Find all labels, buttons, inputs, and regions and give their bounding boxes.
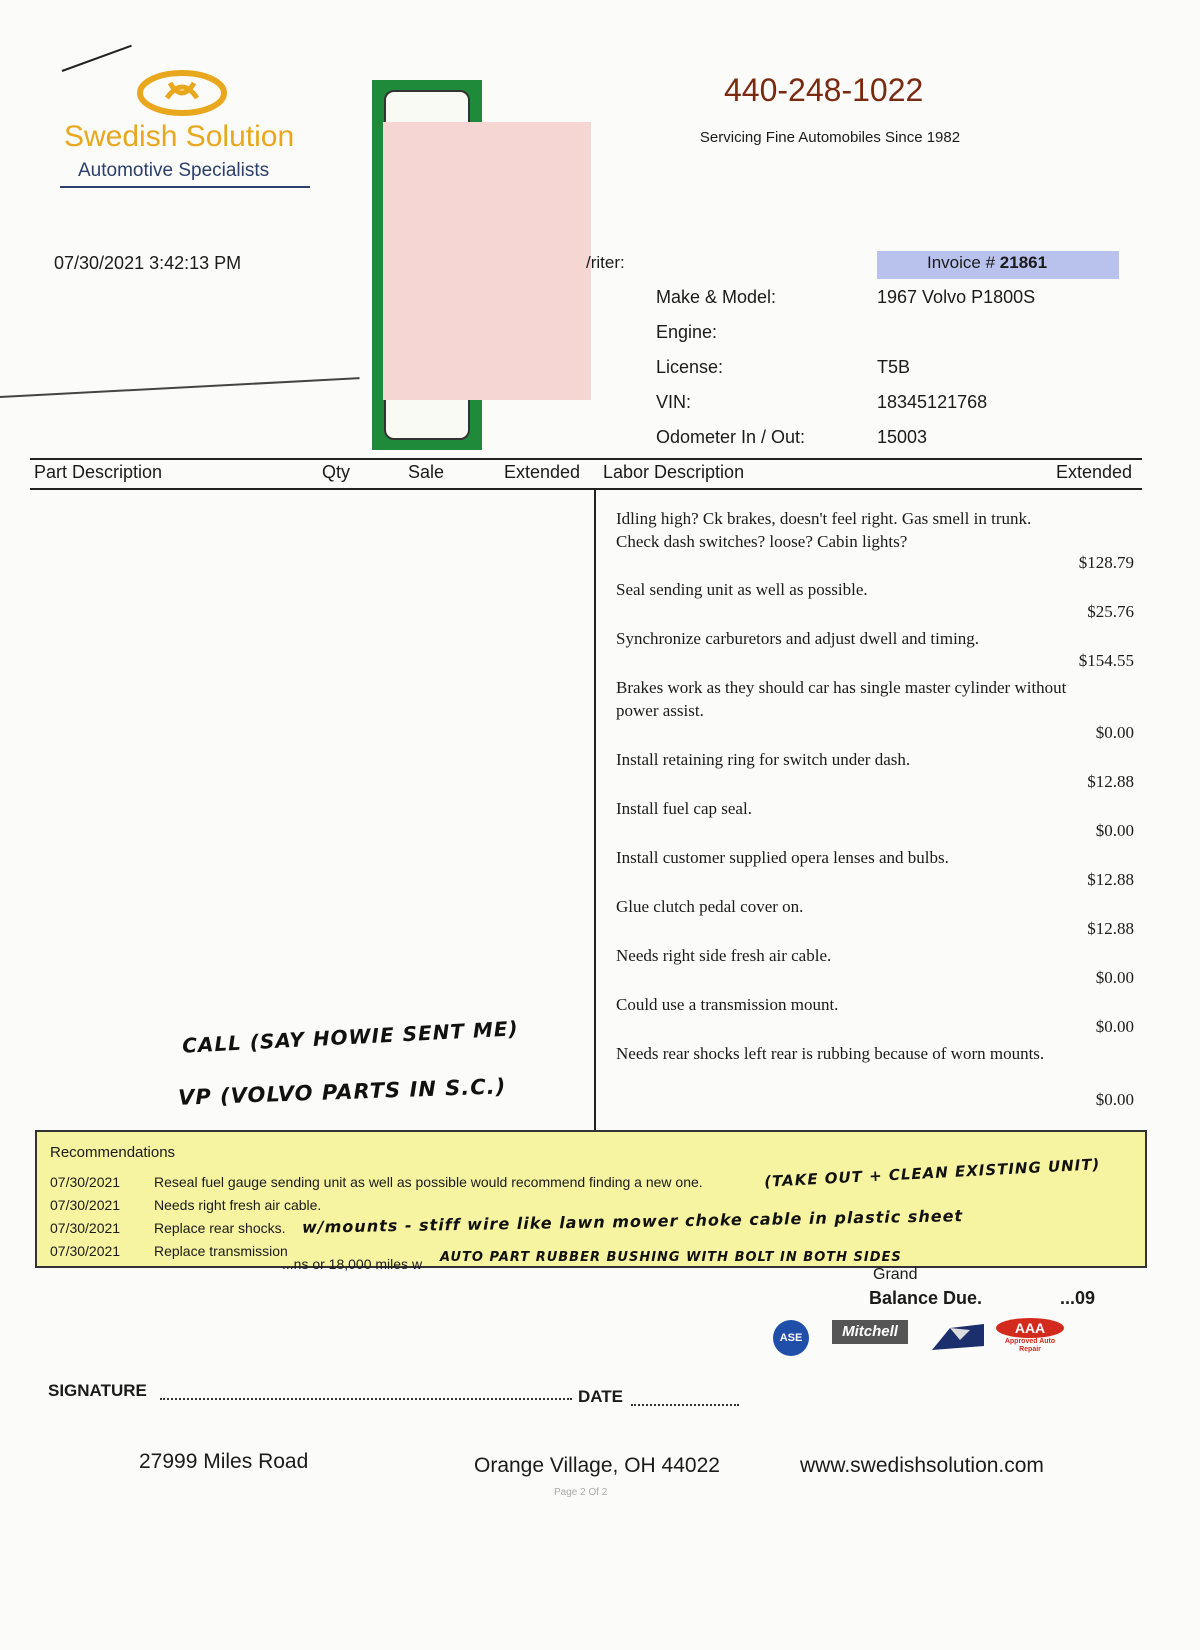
logo-subtitle: Automotive Specialists	[78, 160, 270, 181]
logo-emblem	[132, 68, 232, 123]
labor-amount-8: $12.88	[1087, 919, 1134, 938]
reco-date-1: 07/30/2021	[50, 1174, 121, 1190]
recommendations-title: Recommendations	[50, 1144, 176, 1161]
footer-address: 27999 Miles Road	[139, 1450, 309, 1473]
license-value: T5B	[877, 357, 911, 377]
labor-amount-10: $0.00	[1095, 1017, 1134, 1036]
invoice-number	[927, 253, 1047, 273]
engine-label: Engine:	[656, 322, 718, 342]
balance-due-value: ...09	[1060, 1288, 1096, 1308]
date-label: DATE	[578, 1387, 624, 1406]
logo-underline	[60, 186, 310, 188]
footer-website: www.swedishsolution.com	[800, 1454, 1044, 1477]
page-number: Page 2 Of 2	[554, 1487, 608, 1498]
labor-desc-2: Seal sending unit as well as possible.	[616, 580, 868, 599]
reco-text-1: Reseal fuel gauge sending unit as well as possible would recommend finding a new one.	[154, 1174, 703, 1190]
handwritten-reco-4: AUTO PART RUBBER BUSHING WITH BOLT IN BOTH SIDES	[440, 1250, 902, 1265]
invoice-label: Invoice #	[927, 253, 996, 272]
reco-date-3: 07/30/2021	[50, 1220, 121, 1236]
handwritten-note-call: CALL (SAY HOWIE SENT ME)	[181, 1016, 520, 1058]
labor-desc-1: Idling high? Ck brakes, doesn't feel right. Gas smell in trunk. Check dash switches? loose? Cabin lights?	[616, 509, 1032, 551]
labor-amount-5: $12.88	[1087, 772, 1134, 791]
ase-badge-icon: ASE	[773, 1320, 809, 1356]
col-extended: Extended	[504, 462, 581, 482]
make-model-label: Make & Model:	[656, 287, 777, 307]
aaa-badge-icon	[996, 1318, 1064, 1352]
print-datetime: 07/30/2021 3:42:13 PM	[54, 253, 242, 273]
handwritten-reco-3: w/mounts - stiff wire like lawn mower choke cable in plastic sheet	[301, 1206, 964, 1237]
col-labor-description: Labor Description	[603, 462, 745, 482]
scan-shadow-line	[0, 377, 360, 398]
invoice-value: 21861	[999, 253, 1048, 272]
labor-desc-4: Brakes work as they should car has single master cylinder without power assist.	[616, 678, 1067, 720]
reco-overflow-text: ...ns or 18,000 miles w	[282, 1256, 423, 1272]
labor-amount-2: $25.76	[1087, 602, 1134, 621]
table-top-border	[30, 458, 1142, 460]
aaa-badge-label: AAA	[996, 1318, 1064, 1338]
handwritten-reco-1: (TAKE OUT + CLEAN EXISTING UNIT)	[763, 1155, 1101, 1191]
redaction-block	[383, 122, 591, 400]
table-header-border	[30, 488, 1142, 490]
footer-city: Orange Village, OH 44022	[474, 1454, 720, 1477]
col-part-description: Part Description	[34, 462, 163, 482]
vin-value: 18345121768	[877, 392, 988, 412]
odometer-value: 15003	[877, 427, 928, 447]
vin-label: VIN:	[656, 392, 692, 412]
labor-amount-3: $154.55	[1078, 651, 1134, 670]
grand-total-label: Grand	[873, 1266, 918, 1283]
labor-desc-3: Synchronize carburetors and adjust dwell and timing.	[616, 629, 980, 648]
labor-desc-8: Glue clutch pedal cover on.	[616, 897, 804, 916]
labor-amount-4: $0.00	[1095, 723, 1134, 742]
aaa-badge-sub: Approved Auto Repair	[1004, 1338, 1056, 1353]
signature-line	[160, 1398, 572, 1400]
reco-text-2: Needs right fresh air cable.	[154, 1197, 322, 1213]
date-line	[631, 1404, 739, 1406]
make-model-value: 1967 Volvo P1800S	[877, 287, 1036, 307]
col-labor-extended: Extended	[1056, 462, 1133, 482]
col-qty: Qty	[322, 462, 351, 482]
labor-desc-10: Could use a transmission mount.	[616, 995, 839, 1014]
col-sale: Sale	[408, 462, 445, 482]
reco-text-3: Replace rear shocks.	[154, 1220, 286, 1236]
flag-badge-icon	[930, 1320, 986, 1357]
labor-amount-7: $12.88	[1087, 870, 1134, 889]
labor-desc-6: Install fuel cap seal.	[616, 799, 752, 818]
mitchell-badge-icon: Mitchell	[832, 1320, 908, 1344]
labor-desc-11: Needs rear shocks left rear is rubbing because of worn mounts.	[616, 1044, 1045, 1063]
phone-number: 440-248-1022	[724, 72, 924, 108]
table-divider	[594, 488, 596, 1130]
labor-desc-9: Needs right side fresh air cable.	[616, 946, 832, 965]
handwritten-note-vp: VP (VOLVO PARTS IN S.C.)	[177, 1074, 507, 1110]
odometer-label: Odometer In / Out:	[656, 427, 806, 447]
labor-desc-7: Install customer supplied opera lenses and bulbs.	[616, 848, 949, 867]
since-text: Servicing Fine Automobiles Since 1982	[699, 129, 961, 146]
writer-label: /riter:	[586, 253, 625, 272]
labor-desc-5: Install retaining ring for switch under dash.	[616, 750, 911, 769]
license-label: License:	[656, 357, 724, 377]
labor-amount-9: $0.00	[1095, 968, 1134, 987]
balance-due-label: Balance Due.	[869, 1288, 983, 1308]
reco-date-2: 07/30/2021	[50, 1197, 121, 1213]
logo-name: Swedish Solution	[64, 120, 295, 153]
reco-text-4: Replace transmission	[154, 1243, 288, 1259]
labor-amount-1: $128.79	[1078, 553, 1134, 572]
labor-amount-6: $0.00	[1095, 821, 1134, 840]
signature-label: SIGNATURE	[48, 1381, 147, 1400]
reco-date-4: 07/30/2021	[50, 1243, 121, 1259]
pen-mark	[62, 45, 132, 72]
labor-amount-11: $0.00	[1095, 1090, 1134, 1109]
